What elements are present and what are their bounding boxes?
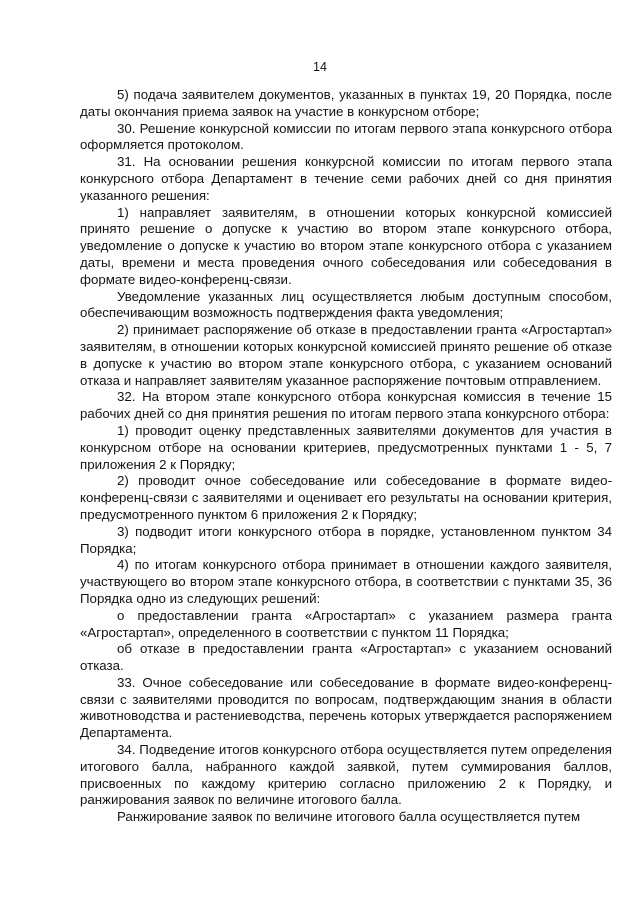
paragraph-32-item-3: 3) подводит итоги конкурсного отбора в порядке, установленном пунктом 34 Порядка;	[80, 523, 612, 556]
paragraph-31-item-2: 2) принимает распоряжение об отказе в предоставлении гранта «Агростартап» заявителям, в отношении которых конкурсной комиссией принято решение об отказе в допуске к участию во втором этапе конкурсного отбора, с указанием оснований отказа и направляет заявителям указанное распоряжение почтовым отправлением.	[80, 322, 612, 388]
paragraph-32-item-2: 2) проводит очное собеседование или собеседование в формате видео-конференц-связи с заявителями и оценивает его результаты на основании критерия, предусмотренного пунктом 6 приложения 2 к Порядку;	[80, 473, 612, 522]
paragraph-33: 33. Очное собеседование или собеседование в формате видео-конференц-связи с заявителями проводится по вопросам, подтверждающим знания в области животноводства и растениеводства, перечень которых утверждается распоряжением Департамента.	[80, 674, 612, 741]
paragraph-notification: Уведомление указанных лиц осуществляется любым доступным способом, обеспечивающим возможность подтверждения факта уведомления;	[80, 288, 612, 321]
paragraph-31: 31. На основании решения конкурсной комиссии по итогам первого этапа конкурсного отбора Департамент в течение семи рабочих дней со дня принятия указанного решения:	[80, 154, 612, 203]
paragraph-31-item-1: 1) направляет заявителям, в отношении которых конкурсной комиссией принято решение о допуске к участию во втором этапе конкурсного отбора, уведомление о допуске к участию во втором этапе конкурсного отбора с указанием даты, времени и места проведения очного собеседования или собеседования в формате видео-конференц-связи.	[80, 204, 612, 287]
paragraph-item-5: 5) подача заявителем документов, указанных в пунктах 19, 20 Порядка, после даты окончания приема заявок на участие в конкурсном отборе;	[80, 87, 612, 119]
paragraph-32-item-1: 1) проводит оценку представленных заявителями документов для участия в конкурсном отборе на основании критериев, предусмотренных пунктами 1 - 5, 7 приложения 2 к Порядку;	[80, 422, 612, 472]
paragraph-ranking: Ранжирование заявок по величине итогового балла осуществляется путем	[117, 809, 581, 825]
paragraph-34: 34. Подведение итогов конкурсного отбора осуществляется путем определения итогового балла, набранного каждой заявкой, путем суммирования баллов, присвоенных по каждому критерию согласно приложению 2 к Порядку, и ранжирования заявок по величине итогового балла.	[80, 742, 612, 808]
page-number: 14	[313, 60, 327, 74]
paragraph-30: 30. Решение конкурсной комиссии по итогам первого этапа конкурсного отбора оформляется протоколом.	[80, 120, 612, 153]
paragraph-decision-grant: о предоставлении гранта «Агростартап» с указанием размера гранта «Агростартап», определенного в соответствии с пунктом 11 Порядка;	[80, 607, 612, 640]
document-body	[80, 87, 612, 826]
paragraph-32: 32. На втором этапе конкурсного отбора конкурсная комиссия в течение 15 рабочих дней со дня принятия решения по итогам первого этапа конкурсного отбора:	[80, 389, 612, 422]
paragraph-decision-refusal: об отказе в предоставлении гранта «Агростартап» с указанием оснований отказа.	[80, 641, 612, 674]
paragraph-32-item-4: 4) по итогам конкурсного отбора принимает в отношении каждого заявителя, участвующего во втором этапе конкурсного отбора, в соответствии с пунктами 35, 36 Порядка одно из следующих решений:	[80, 557, 612, 606]
